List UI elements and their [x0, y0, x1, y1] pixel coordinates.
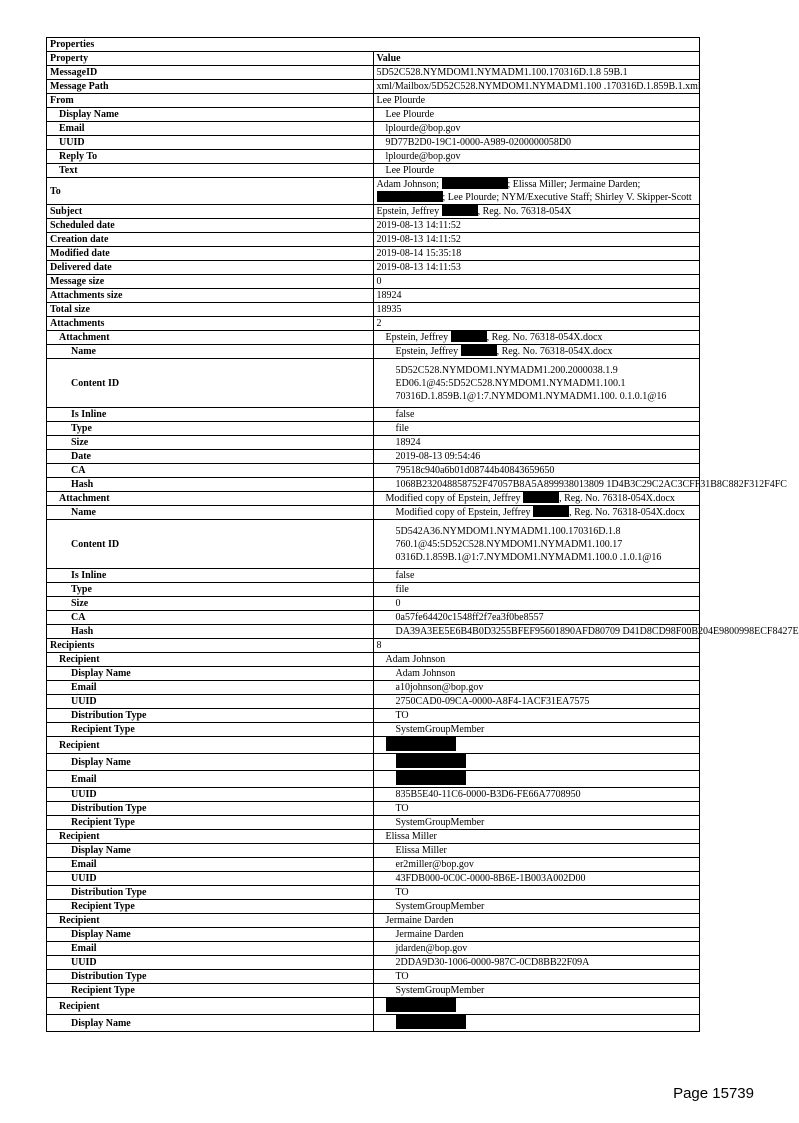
redaction-block: [442, 178, 508, 189]
property-cell: Email: [47, 942, 374, 956]
table-row: [47, 709, 700, 723]
value-cell: Lee Plourde: [373, 164, 700, 178]
value-cell: 5D52C528.NYMDOM1.NYMADM1.100.170316D.1.8 59B.1: [373, 66, 700, 80]
table-row: [47, 754, 700, 771]
table-row: [47, 914, 700, 928]
table-row: [47, 205, 700, 219]
value-cell: 2: [373, 317, 700, 331]
property-cell: Date: [47, 450, 374, 464]
value-cell: 8: [373, 639, 700, 653]
table-row: [47, 597, 700, 611]
table-row: [47, 247, 700, 261]
table-row: [47, 317, 700, 331]
property-cell: Display Name: [47, 1015, 374, 1032]
property-cell: Type: [47, 583, 374, 597]
table-row: [47, 178, 700, 205]
value-cell: a10johnson@bop.gov: [373, 681, 700, 695]
page-number: Page 15739: [673, 1085, 754, 1102]
value-cell: TO: [373, 709, 700, 723]
property-cell: Display Name: [47, 108, 374, 122]
property-cell: Content ID: [47, 520, 374, 569]
value-cell: Jermaine Darden: [373, 914, 700, 928]
value-text: Epstein, Jeffrey: [385, 332, 451, 343]
value-cell: 2019-08-13 14:11:52: [373, 219, 700, 233]
table-row: [47, 872, 700, 886]
value-cell: Adam Johnson: [373, 653, 700, 667]
content-id-line: 70316D.1.859B.1@1:7.NYMDOM1.NYMADM1.100. 0.1.0.1@16: [395, 390, 667, 402]
value-cell: [373, 1015, 700, 1032]
value-cell: 2019-08-14 15:35:18: [373, 247, 700, 261]
property-cell: Recipient: [47, 998, 374, 1015]
property-cell: UUID: [47, 872, 374, 886]
redaction-block: [396, 1015, 466, 1029]
value-cell: [373, 331, 700, 345]
value-cell: Lee Plourde: [373, 108, 700, 122]
value-cell: [373, 998, 700, 1015]
content-id-line: ED06.1@45:5D52C528.NYMDOM1.NYMADM1.100.1: [395, 377, 626, 389]
property-cell: Name: [47, 345, 374, 359]
value-cell: false: [373, 569, 700, 583]
value-cell: 18924: [373, 289, 700, 303]
property-cell: Recipient Type: [47, 723, 374, 737]
table-row: [47, 942, 700, 956]
table-row: [47, 108, 700, 122]
property-cell: Recipient Type: [47, 900, 374, 914]
property-cell: CA: [47, 611, 374, 625]
value-cell: Elissa Miller: [373, 830, 700, 844]
table-row: [47, 303, 700, 317]
table-row: [47, 667, 700, 681]
property-cell: From: [47, 94, 374, 108]
property-cell: UUID: [47, 788, 374, 802]
table-row: [47, 998, 700, 1015]
value-text: , Reg. No. 76318-054X.docx: [559, 493, 675, 504]
value-cell: [373, 520, 700, 569]
redaction-block: [523, 492, 559, 503]
property-cell: Attachment: [47, 492, 374, 506]
property-cell: Is Inline: [47, 408, 374, 422]
value-cell: [373, 771, 700, 788]
value-cell: 18924: [373, 436, 700, 450]
property-cell: To: [47, 178, 374, 205]
table-row: [47, 984, 700, 998]
value-cell: Lee Plourde: [373, 94, 700, 108]
table-row: [47, 492, 700, 506]
table-row: [47, 150, 700, 164]
value-cell: TO: [373, 970, 700, 984]
property-cell: Attachment: [47, 331, 374, 345]
value-cell: [373, 492, 700, 506]
table-row: [47, 331, 700, 345]
value-cell: [373, 506, 700, 520]
table-row: [47, 886, 700, 900]
table-header-row: [47, 52, 700, 66]
property-cell: Attachments size: [47, 289, 374, 303]
value-cell: 2750CAD0-09CA-0000-A8F4-1ACF31EA7575: [373, 695, 700, 709]
value-cell: Adam Johnson: [373, 667, 700, 681]
property-cell: Content ID: [47, 359, 374, 408]
property-cell: Subject: [47, 205, 374, 219]
redaction-block: [461, 345, 497, 356]
redaction-block: [451, 331, 487, 342]
value-cell: 2019-08-13 14:11:53: [373, 261, 700, 275]
property-cell: Reply To: [47, 150, 374, 164]
value-cell: Elissa Miller: [373, 844, 700, 858]
table-row: [47, 737, 700, 754]
redaction-block: [377, 191, 443, 202]
property-cell: Is Inline: [47, 569, 374, 583]
properties-table: [46, 37, 799, 1032]
content-id-line: 5D542A36.NYMDOM1.NYMADM1.100.170316D.1.8: [395, 525, 621, 537]
table-row: [47, 830, 700, 844]
table-row: [47, 583, 700, 597]
table-row: [47, 289, 700, 303]
redaction-block: [396, 771, 466, 785]
table-row: [47, 970, 700, 984]
table-row: [47, 122, 700, 136]
table-row: [47, 788, 700, 802]
value-cell: [373, 178, 700, 205]
value-cell: xml/Mailbox/5D52C528.NYMDOM1.NYMADM1.100 .170316D.1.859B.1.xml: [373, 80, 700, 94]
property-cell: Message size: [47, 275, 374, 289]
value-cell: lplourde@bop.gov: [373, 150, 700, 164]
property-cell: Recipient: [47, 830, 374, 844]
table-row: [47, 771, 700, 788]
value-cell: [373, 205, 700, 219]
property-cell: Hash: [47, 478, 374, 492]
table-row: [47, 359, 700, 408]
property-cell: Display Name: [47, 754, 374, 771]
redaction-block: [386, 998, 456, 1012]
property-cell: UUID: [47, 136, 374, 150]
content-id-line: 760.1@45:5D52C528.NYMDOM1.NYMADM1.100.17: [395, 538, 623, 550]
value-text: Epstein, Jeffrey: [376, 206, 442, 217]
table-row: [47, 506, 700, 520]
property-cell: Email: [47, 858, 374, 872]
property-cell: Scheduled date: [47, 219, 374, 233]
value-cell: 2019-08-13 09:54:46: [373, 450, 700, 464]
value-cell: 1068B232048858752F47057B8A5A899938013809 1D4B3C29C2AC3CFF31B8C882F312F4FC: [373, 478, 700, 492]
table-title: Properties: [47, 38, 700, 52]
property-cell: Message Path: [47, 80, 374, 94]
table-row: [47, 261, 700, 275]
redaction-block: [396, 754, 466, 768]
value-cell: file: [373, 583, 700, 597]
table-row: [47, 94, 700, 108]
redaction-block: [386, 737, 456, 751]
table-row: [47, 653, 700, 667]
value-cell: 0a57fe64420c1548ff2f7ea3f0be8557: [373, 611, 700, 625]
property-cell: Display Name: [47, 928, 374, 942]
value-cell: 835B5E40-11C6-0000-B3D6-FE66A7708950: [373, 788, 700, 802]
property-cell: Display Name: [47, 667, 374, 681]
table-row: [47, 611, 700, 625]
table-row: [47, 275, 700, 289]
value-cell: [373, 754, 700, 771]
content-id-line: 0316D.1.859B.1@1:7.NYMDOM1.NYMADM1.100.0 .1.0.1@16: [395, 551, 662, 563]
property-cell: Distribution Type: [47, 886, 374, 900]
value-text: Epstein, Jeffrey: [395, 346, 461, 357]
property-cell: Recipient: [47, 737, 374, 754]
table-row: [47, 408, 700, 422]
property-cell: Size: [47, 436, 374, 450]
table-row: [47, 681, 700, 695]
property-cell: Type: [47, 422, 374, 436]
table-row: [47, 569, 700, 583]
table-row: [47, 436, 700, 450]
table-row: [47, 66, 700, 80]
value-text: , Reg. No. 76318-054X.docx: [569, 507, 685, 518]
property-cell: Size: [47, 597, 374, 611]
value-cell: 0: [373, 597, 700, 611]
table-row: [47, 858, 700, 872]
value-cell: [373, 345, 700, 359]
table-row: [47, 816, 700, 830]
table-row: [47, 723, 700, 737]
value-cell: 2019-08-13 14:11:52: [373, 233, 700, 247]
table-row: [47, 802, 700, 816]
value-cell: 2DDA9D30-1006-0000-987C-0CD8BB22F09A: [373, 956, 700, 970]
value-cell: SystemGroupMember: [373, 984, 700, 998]
table-row: [47, 520, 700, 569]
property-cell: Display Name: [47, 844, 374, 858]
table-row: [47, 900, 700, 914]
value-text: , Reg. No. 76318-054X: [477, 206, 572, 217]
value-cell: [373, 359, 700, 408]
value-cell: lplourde@bop.gov: [373, 122, 700, 136]
table-row: [47, 956, 700, 970]
table-row: [47, 164, 700, 178]
table-row: [47, 80, 700, 94]
table-row: [47, 625, 700, 639]
property-cell: Recipient Type: [47, 984, 374, 998]
value-text: , Reg. No. 76318-054X.docx: [496, 346, 613, 357]
table-row: [47, 464, 700, 478]
value-cell: TO: [373, 802, 700, 816]
header-value: Value: [373, 52, 700, 66]
value-cell: [373, 737, 700, 754]
property-cell: Hash: [47, 625, 374, 639]
property-cell: Total size: [47, 303, 374, 317]
property-cell: Name: [47, 506, 374, 520]
value-cell: 79518c940a6b01d08744b40843659650: [373, 464, 700, 478]
property-cell: Distribution Type: [47, 709, 374, 723]
value-text: ; Elissa Miller; Jermaine Darden;: [507, 179, 641, 190]
value-text: Modified copy of Epstein, Jeffrey: [385, 493, 524, 504]
table-title-row: [47, 38, 700, 52]
value-text: Adam Johnson;: [376, 179, 442, 190]
redaction-block: [533, 506, 569, 517]
property-cell: MessageID: [47, 66, 374, 80]
property-cell: Email: [47, 681, 374, 695]
value-cell: 43FDB000-0C0C-0000-8B6E-1B003A002D00: [373, 872, 700, 886]
table-row: [47, 450, 700, 464]
value-cell: SystemGroupMember: [373, 900, 700, 914]
value-cell: TO: [373, 886, 700, 900]
value-cell: Jermaine Darden: [373, 928, 700, 942]
value-text: ; Lee Plourde; NYM/Executive Staff; Shirley V. Skipper-Scott: [442, 192, 692, 203]
value-cell: jdarden@bop.gov: [373, 942, 700, 956]
table-row: [47, 928, 700, 942]
property-cell: Creation date: [47, 233, 374, 247]
table-row: [47, 844, 700, 858]
property-cell: Distribution Type: [47, 802, 374, 816]
table-row: [47, 233, 700, 247]
table-row: [47, 345, 700, 359]
property-cell: Delivered date: [47, 261, 374, 275]
value-cell: er2miller@bop.gov: [373, 858, 700, 872]
value-cell: file: [373, 422, 700, 436]
value-text: Modified copy of Epstein, Jeffrey: [395, 507, 534, 518]
value-cell: false: [373, 408, 700, 422]
property-cell: Modified date: [47, 247, 374, 261]
table-row: [47, 1015, 700, 1032]
header-property: Property: [47, 52, 374, 66]
property-cell: Recipient Type: [47, 816, 374, 830]
property-cell: CA: [47, 464, 374, 478]
value-cell: SystemGroupMember: [373, 723, 700, 737]
property-cell: Email: [47, 771, 374, 788]
table-row: [47, 422, 700, 436]
redaction-block: [442, 205, 478, 216]
value-cell: 9D77B2D0-19C1-0000-A989-0200000058D0: [373, 136, 700, 150]
property-cell: Distribution Type: [47, 970, 374, 984]
property-cell: UUID: [47, 695, 374, 709]
table-row: [47, 695, 700, 709]
value-text: , Reg. No. 76318-054X.docx: [486, 332, 603, 343]
property-cell: Attachments: [47, 317, 374, 331]
table-row: [47, 219, 700, 233]
property-cell: Email: [47, 122, 374, 136]
property-cell: UUID: [47, 956, 374, 970]
table-row: [47, 639, 700, 653]
content-id-line: 5D52C528.NYMDOM1.NYMADM1.200.2000038.1.9: [395, 364, 618, 376]
value-cell: 0: [373, 275, 700, 289]
property-cell: Recipient: [47, 653, 374, 667]
property-cell: Text: [47, 164, 374, 178]
table-row: [47, 136, 700, 150]
property-cell: Recipients: [47, 639, 374, 653]
value-cell: DA39A3EE5E6B4B0D3255BFEF95601890AFD80709 D41D8CD98F00B204E9800998ECF8427E: [373, 625, 700, 639]
value-cell: 18935: [373, 303, 700, 317]
value-cell: SystemGroupMember: [373, 816, 700, 830]
table-row: [47, 478, 700, 492]
property-cell: Recipient: [47, 914, 374, 928]
